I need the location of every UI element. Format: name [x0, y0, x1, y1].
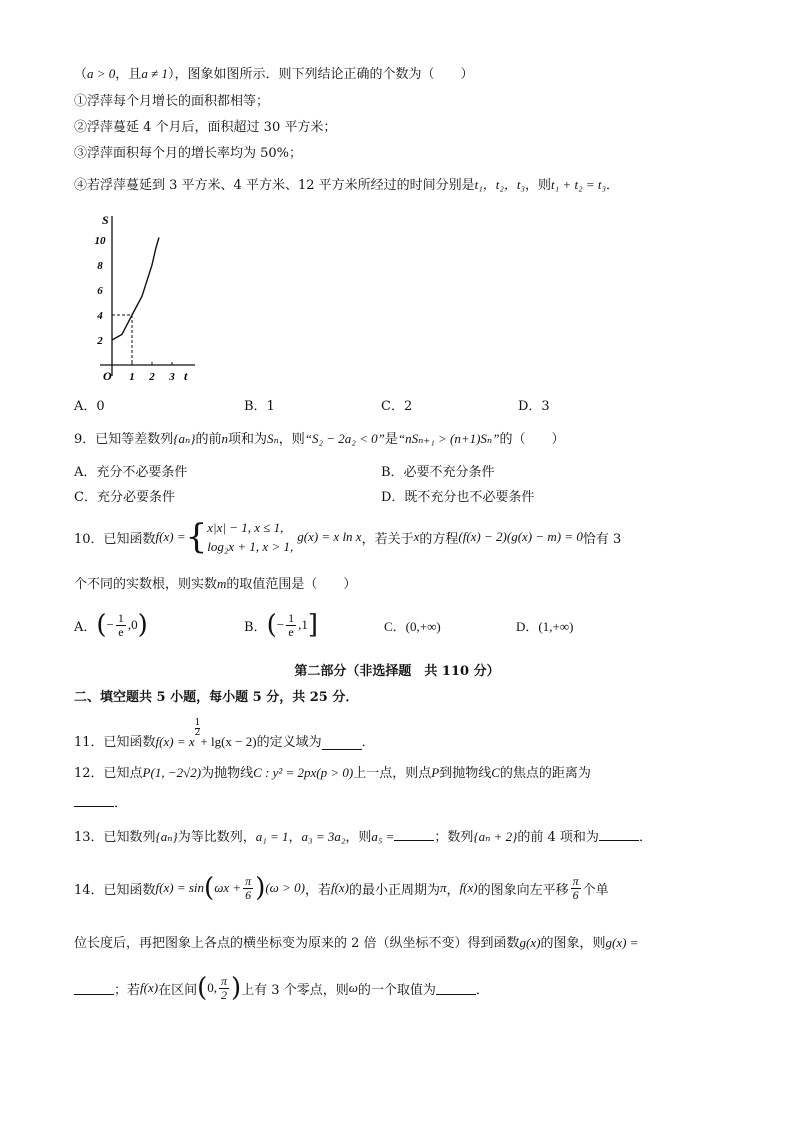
q14-f2: f(x) [459, 880, 478, 895]
q14-paren-open: ( [204, 873, 215, 903]
q11-stem [74, 714, 375, 750]
q14-interval-open: ( [197, 973, 208, 1003]
q8-statement-4 [74, 174, 619, 193]
q13-text-5: 的前 4 项和为 [517, 830, 599, 845]
q14-pi-over-6 [243, 875, 253, 901]
q9-condition-2: “nSₙ₊₁ > (n+1)Sₙ” [397, 431, 500, 446]
q9-condition-1: “S₂ − 2a₂ < 0” [304, 431, 385, 446]
y-axis-label: S [102, 213, 109, 227]
q11-post: 的定义域为 [256, 735, 322, 750]
q8-statement-1: ①浮萍每个月增长的面积都相等； [74, 94, 270, 109]
q10-text-3: 恰有 3 [582, 531, 622, 547]
q8-cond-a-positive: a > 0 [87, 66, 116, 81]
q14-int-num: π [220, 973, 227, 988]
q10-option-d[interactable]: D．(1,+∞) [516, 619, 574, 634]
q10-line-2 [74, 573, 356, 592]
q10-option-a-num: 1 [117, 610, 124, 625]
q10-option-c[interactable]: C．(0,+∞) [384, 619, 441, 634]
q8-option-b[interactable]: B．1 [244, 399, 275, 414]
q8-s4-then: ，则 [525, 178, 552, 193]
q14-line3-text: ；若 [114, 982, 141, 998]
x-tick-label: 3 [169, 371, 175, 383]
q9-option-d[interactable]: D．既不充分也不必要条件 [381, 490, 535, 505]
q10-option-b-minus: − [276, 617, 285, 632]
q12-point-p: P(1, −2√2) [142, 765, 202, 780]
q9-text-3: ，则 [278, 432, 305, 447]
q10-m: m [217, 576, 227, 591]
q10-option-a-right: ,0 [127, 617, 138, 632]
q12-answer-blank[interactable] [74, 794, 114, 807]
q9-text-post: 的（ ） [499, 432, 565, 447]
q10-line2-text: 个不同的实数根，则实数 [74, 577, 218, 592]
growth-graph [70, 208, 200, 388]
q10-piecewise [207, 518, 293, 557]
q14-shift-fraction [571, 875, 581, 901]
q13-sequence: {aₙ} [155, 829, 178, 844]
q10-text-1: ，若关于 [361, 531, 414, 547]
q14-text-5: 个单 [582, 882, 609, 898]
q14-line2-text: 位长度后，再把图象上各点的横坐标变为原来的 2 倍（纵坐标不变）得到函数 [74, 936, 520, 951]
q8-paren-open: （ [74, 67, 88, 82]
q8-statement-2: ②浮萍蔓延 4 个月后，面积超过 30 平方米； [74, 120, 337, 135]
q10-option-b-paren-close: ] [307, 610, 318, 640]
q14-interval-left: 0, [207, 980, 217, 995]
q14-line-3 [74, 966, 489, 1010]
x-tick-label: 1 [129, 371, 135, 383]
q8-statement-3: ③浮萍面积每个月的增长率均为 50%； [74, 146, 303, 161]
q11-fx: f(x) = x [155, 734, 195, 749]
q11-end: ． [361, 735, 375, 750]
q13-stem [74, 826, 652, 845]
q10-option-a-fraction [116, 612, 126, 638]
q11-exp-num: 1 [194, 718, 201, 728]
q14-shift-den: 6 [572, 887, 579, 902]
q10-option-b-label: B． [244, 619, 267, 635]
q14-condition: (ω > 0) [265, 880, 305, 895]
q14-f1: f(x) [330, 880, 350, 895]
y-tick-label: 6 [97, 285, 103, 297]
q13-text-2: 为等比数列， [177, 830, 256, 845]
q10-option-b-den: e [288, 624, 294, 639]
q14-arg-num: π [245, 873, 252, 888]
q10-option-a-paren-open: ( [96, 610, 107, 640]
q10-case-1: x|x| − 1, x ≤ 1, [207, 519, 284, 535]
q11-exp-den: 2 [194, 728, 201, 738]
q11-text: 11．已知函数 [74, 735, 156, 750]
q10-option-b-num: 1 [288, 610, 295, 625]
y-tick-label: 4 [97, 310, 103, 322]
q11-log-term: + lg(x − 2) [200, 734, 257, 749]
q10-stem [74, 514, 621, 560]
q8-question-text: ），图象如图所示．则下列结论正确的个数为（ ） [167, 67, 474, 82]
q9-sequence: {aₙ} [173, 431, 196, 446]
q10-number: 10．已知函数 [74, 531, 156, 547]
q9-option-b[interactable]: B．必要不充分条件 [381, 465, 495, 480]
q12-text-2: 为抛物线 [201, 766, 254, 781]
q14-g: g(x) [519, 935, 541, 950]
q13-sequence-2: {aₙ + 2} [473, 829, 518, 844]
q14-line3-mid: 在区间 [158, 982, 198, 998]
q9-is: 是 [384, 432, 398, 447]
q10-option-a-label: A． [74, 619, 97, 635]
q13-text-4: ；数列 [434, 830, 474, 845]
q10-gx: g(x) = x ln x [297, 529, 362, 544]
q8-cond-and: ，且 [115, 67, 142, 82]
q8-s4-period: ． [606, 178, 620, 193]
q13-a1: a₁ = 1 [255, 829, 289, 844]
q10-line2-post: 的取值范围是（ ） [226, 577, 357, 592]
q8-cond-a-not-one: a ≠ 1 [141, 66, 168, 81]
q13-end: ． [638, 830, 652, 845]
q14-line3-mid2: 上有 3 个零点，则 [241, 982, 349, 998]
q10-option-a-paren-close: ) [137, 610, 148, 640]
q10-text-2: 的方程 [419, 531, 459, 547]
q12-end: ． [114, 796, 128, 811]
q13-text-3: ，则 [345, 830, 372, 845]
q13-a3: a₃ = 3a₂ [301, 829, 346, 844]
q10-fx: f(x) = [155, 529, 186, 544]
q14-answer-blank-2[interactable] [436, 982, 476, 995]
q9-number: 9．已知等差数列 [74, 432, 174, 447]
q8-s4-equation: t₁ + t₂ = t₃ [551, 177, 606, 192]
q14-interval-fraction [219, 975, 229, 1001]
x-tick-label: 2 [149, 371, 155, 383]
q10-option-b[interactable] [244, 603, 318, 647]
q10-option-b-fraction [286, 612, 296, 638]
q12-text-5: 的焦点的距离为 [499, 766, 591, 781]
y-tick-label: 2 [97, 335, 103, 347]
q14-end: ． [475, 982, 489, 998]
q8-condition-line [74, 63, 473, 82]
q9-text-1: 的前 [195, 432, 222, 447]
q13-sep: ， [288, 830, 302, 845]
x-axis-label: t [184, 369, 188, 383]
q14-pi: π [440, 880, 447, 895]
q14-paren-close: ) [255, 873, 266, 903]
q14-line3-post: 的一个取值为 [357, 982, 436, 998]
y-tick-label: 8 [97, 260, 103, 272]
q10-option-a-minus: − [106, 617, 114, 632]
q9-option-a[interactable]: A．充分不必要条件 [74, 465, 188, 480]
q14-shift-num: π [572, 873, 579, 888]
q8-option-c[interactable]: C．2 [381, 399, 413, 414]
q14-sep: ， [446, 882, 460, 898]
q8-s4-times: t₁，t₂，t₃ [474, 177, 526, 192]
q14-omega: ω [348, 980, 358, 995]
q14-f3: f(x) [140, 980, 159, 995]
q9-sn: Sₙ [266, 431, 279, 446]
q8-option-a[interactable]: A．0 [74, 399, 105, 414]
q8-s4-text: ④若浮萍蔓延到 3 平方米、4 平方米、12 平方米所经过的时间分别是 [74, 178, 475, 193]
q12-c: C [491, 765, 500, 780]
y-tick-label: 10 [94, 235, 106, 247]
growth-curve [112, 238, 159, 341]
q14-arg: ωx + [214, 880, 242, 895]
q12-text-3: 上一点，则点 [353, 766, 432, 781]
q14-text-3: 的最小正周期为 [349, 882, 441, 898]
q12-stem [74, 762, 591, 781]
q13-answer-blank-1[interactable] [394, 828, 434, 841]
q10-option-b-right: ,1 [298, 617, 308, 632]
q14-line2-mid: 的图象，则 [540, 936, 606, 951]
q14-text-2: ，若 [304, 882, 331, 898]
origin-label: O [103, 369, 112, 383]
q13-a5: a₅ = [371, 829, 395, 844]
q9-option-c[interactable]: C．充分必要条件 [74, 490, 175, 505]
q9-n: n [221, 431, 228, 446]
q10-equation: (f(x) − 2)(g(x) − m) = 0 [458, 529, 583, 544]
q12-text-4: 到抛物线 [439, 766, 492, 781]
q14-fx: f(x) = sin [155, 880, 205, 895]
q12-text: 12．已知点 [74, 766, 143, 781]
q10-option-a[interactable] [74, 603, 148, 647]
q14-text-4: 的图象向左平移 [477, 882, 569, 898]
q14-stem [74, 866, 609, 910]
q14-arg-den: 6 [245, 887, 252, 902]
q12-p: P [431, 765, 440, 780]
q12-parabola: C : y² = 2px(p > 0) [253, 765, 354, 780]
q10-option-a-den: e [118, 624, 124, 639]
q14-interval-close: ) [231, 973, 242, 1003]
q14-g-equals: g(x) = [605, 935, 639, 950]
q12-answer-line [74, 792, 127, 811]
q14-line-2 [74, 932, 638, 951]
q10-option-b-paren-open: ( [266, 610, 277, 640]
q10-x: x [413, 529, 420, 544]
q9-stem [74, 428, 564, 447]
part-two-title: 第二部分（非选择题 共 110 分） [294, 664, 500, 679]
q13-text: 13．已知数列 [74, 830, 156, 845]
q10-case-2: log₂x + 1, x > 1, [207, 539, 294, 554]
q13-answer-blank-2[interactable] [599, 828, 639, 841]
q11-answer-blank[interactable] [322, 737, 362, 750]
q14-answer-blank-1[interactable] [74, 982, 114, 995]
q10-brace: { [185, 517, 208, 557]
fill-in-section-heading: 二、填空题共 5 小题，每小题 5 分，共 25 分． [74, 690, 359, 705]
q14-text: 14．已知函数 [74, 882, 156, 898]
q14-int-den: 2 [220, 987, 227, 1002]
q9-text-2: 项和为 [227, 432, 267, 447]
q8-option-d[interactable]: D．3 [518, 399, 550, 414]
